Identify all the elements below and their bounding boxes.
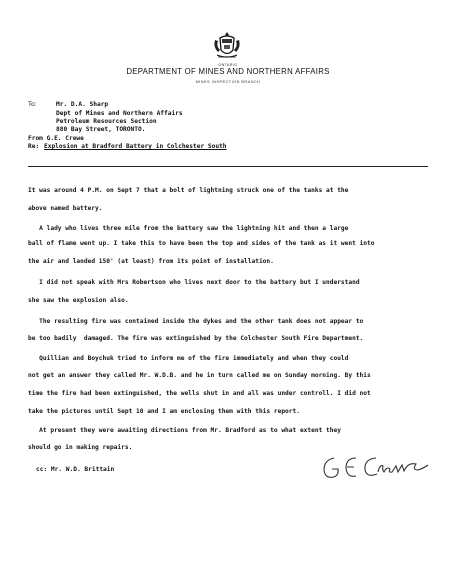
body-line: take the pictures until Sept 10 and I am enclosing them with this report.	[28, 408, 300, 415]
body-line: should go in making repairs.	[28, 444, 133, 451]
body-line: Quillian and Boychuk tried to inform me of the fire immediately and when they could	[28, 355, 349, 362]
cc-line: cc: Mr. W.D. Brittain	[36, 466, 115, 473]
re-subject: Explosion at Bradford Battery in Colchester South	[44, 143, 227, 150]
handwritten-signature	[320, 448, 430, 484]
re-label: Re:	[28, 143, 40, 150]
body-line: time the fire had been extinguished, the wells shut in and all was under controll. I did not	[28, 390, 371, 397]
department-name: DEPARTMENT OF MINES AND NORTHERN AFFAIRS	[126, 67, 330, 76]
body-line: The resulting fire was contained inside the dykes and the other tank does not appear to	[28, 318, 364, 325]
body-line: the air and landed 150' (at least) from its point of installation.	[28, 258, 274, 265]
ontario-crest-icon	[212, 30, 242, 64]
divider	[28, 166, 428, 167]
to-line: 880 Bay Street, TORONTO.	[56, 126, 146, 133]
body-line: A lady who lives three mile from the battery saw the lightning hit and then a large	[28, 225, 349, 232]
to-line: Petroleum Resources Section	[56, 118, 157, 125]
to-label: To:	[28, 101, 37, 108]
body-line: At present they were awaiting directions from Mr. Bradford as to what extent they	[28, 427, 341, 434]
body-line: above named battery.	[28, 205, 103, 212]
branch-name: MINES INSPECTION BRANCH	[195, 80, 261, 84]
from-line: From G.E. Crewe	[28, 135, 84, 142]
body-line: ball of flame went up. I take this to have been the top and sides of the tank as it went into	[28, 240, 375, 247]
body-line: she saw the explosion also.	[28, 297, 129, 304]
body-line: It was around 4 P.M. on Sept 7 that a bolt of lightning struck one of the tanks at the	[28, 187, 349, 194]
crest-caption: ONTARIO	[218, 63, 238, 67]
body-line: not get an answer they called Mr. W.D.B. and he in turn called me on Sunday morning. By this	[28, 372, 371, 379]
to-line: Mr. D.A. Sharp	[56, 101, 109, 108]
body-line: I did not speak with Mrs Robertson who lives next door to the battery but I understand	[28, 279, 360, 286]
body-line: be too badily damaged. The fire was extinguished by the Colchester South Fire Department.	[28, 335, 364, 342]
to-line: Dept of Mines and Northern Affairs	[56, 110, 183, 117]
